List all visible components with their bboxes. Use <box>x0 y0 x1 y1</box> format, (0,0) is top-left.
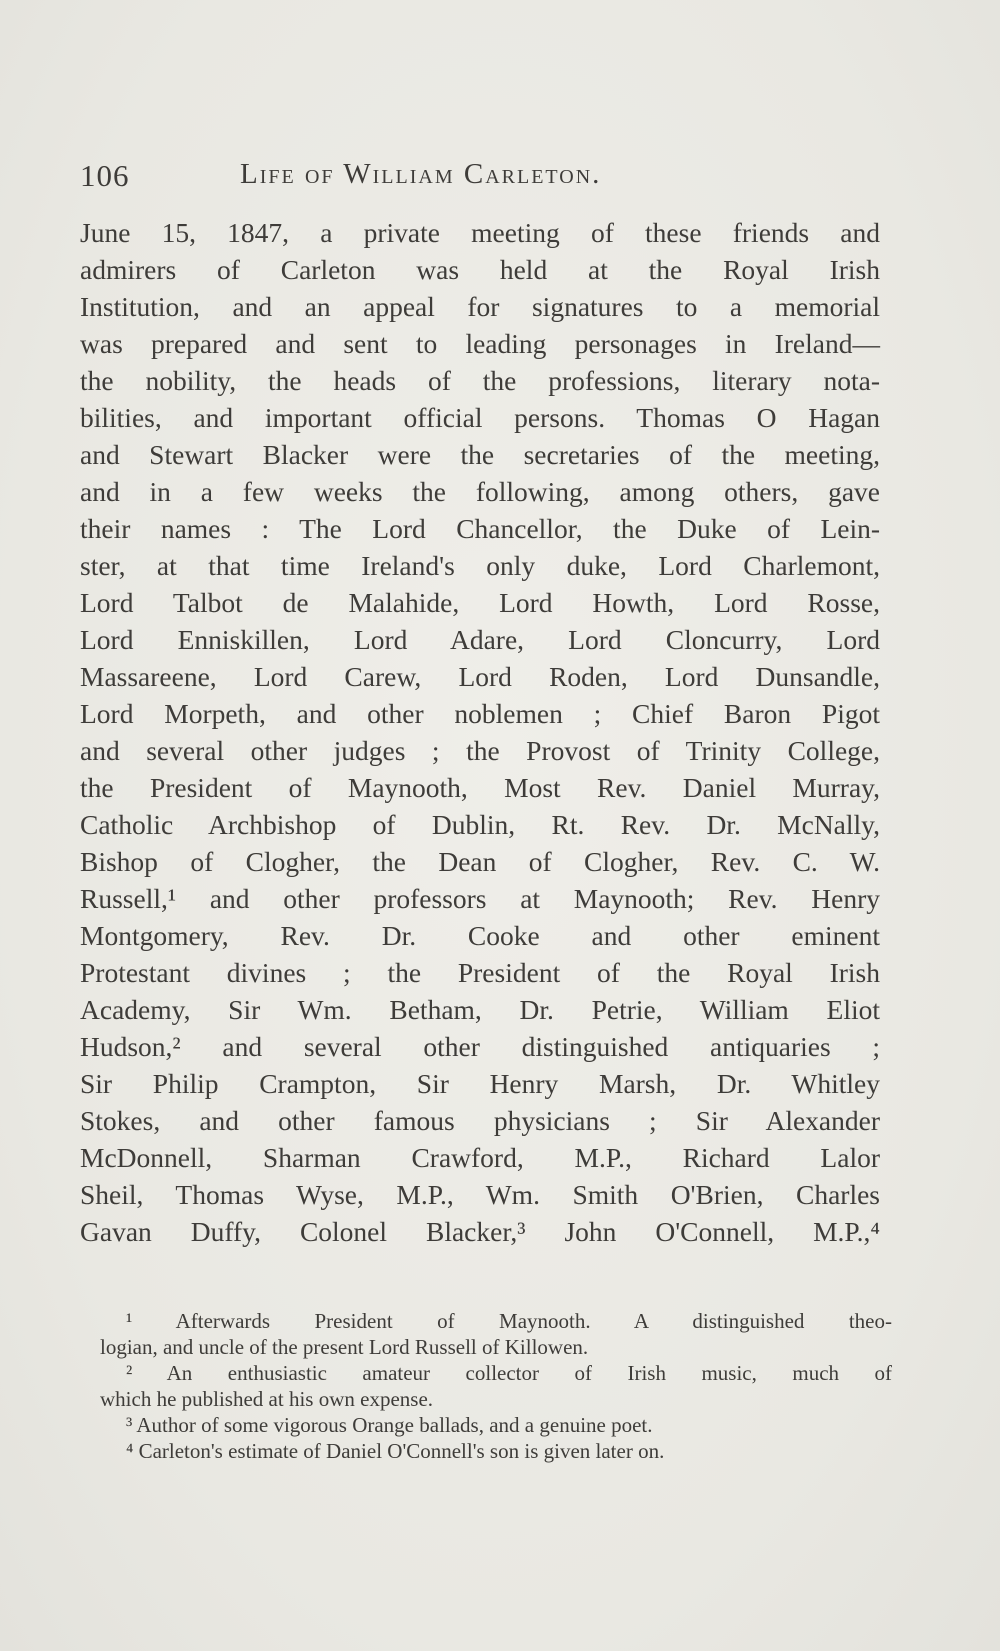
text-line: Lord Enniskillen, Lord Adare, Lord Cloncurry, Lord <box>80 624 880 655</box>
text-line: Lord Morpeth, and other noblemen ; Chief Baron Pigot <box>80 698 880 729</box>
text-line: Sheil, Thomas Wyse, M.P., Wm. Smith O'Brien, Charles <box>80 1179 880 1210</box>
text-line: Montgomery, Rev. Dr. Cooke and other eminent <box>80 920 880 951</box>
text-line: June 15, 1847, a private meeting of these friends and <box>80 217 880 248</box>
text-line: Massareene, Lord Carew, Lord Roden, Lord Dunsandle, <box>80 661 880 692</box>
running-title: Life of William Carleton. <box>240 158 602 190</box>
footnote-1-continued: logian, and uncle of the present Lord Russell of Killowen. <box>100 1335 589 1359</box>
text-line: bilities, and important official persons. Thomas O Hagan <box>80 402 880 433</box>
text-line: and Stewart Blacker were the secretaries of the meeting, <box>80 439 880 470</box>
text-line: admirers of Carleton was held at the Royal Irish <box>80 254 880 285</box>
text-line: Russell,¹ and other professors at Maynooth; Rev. Henry <box>80 883 880 914</box>
text-line: and several other judges ; the Provost of Trinity College, <box>80 735 880 766</box>
text-line: Sir Philip Crampton, Sir Henry Marsh, Dr. Whitley <box>80 1068 880 1099</box>
page-number: 106 <box>80 158 130 193</box>
text-line: was prepared and sent to leading personages in Ireland— <box>80 328 880 359</box>
text-line: McDonnell, Sharman Crawford, M.P., Richard Lalor <box>80 1142 880 1173</box>
text-line: ster, at that time Ireland's only duke, Lord Charlemont, <box>80 550 880 581</box>
footnote-3: ³ Author of some vigorous Orange ballads, and a genuine poet. <box>126 1413 653 1437</box>
footnotes <box>100 1308 892 1464</box>
text-line: and in a few weeks the following, among others, gave <box>80 476 880 507</box>
text-line: Hudson,² and several other distinguished antiquaries ; <box>80 1031 880 1062</box>
footnote-4: ⁴ Carleton's estimate of Daniel O'Connell's son is given later on. <box>126 1439 665 1463</box>
text-line: Gavan Duffy, Colonel Blacker,³ John O'Connell, M.P.,⁴ <box>80 1216 880 1247</box>
text-line: Stokes, and other famous physicians ; Sir Alexander <box>80 1105 880 1136</box>
footnote-2-continued: which he published at his own expense. <box>100 1387 434 1411</box>
text-line: Academy, Sir Wm. Betham, Dr. Petrie, William Eliot <box>80 994 880 1025</box>
text-line: Institution, and an appeal for signatures to a memorial <box>80 291 880 322</box>
footnote-1: ¹ Afterwards President of Maynooth. A distinguished theo- <box>126 1309 892 1333</box>
text-line: the nobility, the heads of the professions, literary nota- <box>80 365 880 396</box>
text-line: their names : The Lord Chancellor, the Duke of Lein- <box>80 513 880 544</box>
text-line: Bishop of Clogher, the Dean of Clogher, Rev. C. W. <box>80 846 880 877</box>
main-text <box>80 214 880 1250</box>
text-line: the President of Maynooth, Most Rev. Daniel Murray, <box>80 772 880 803</box>
text-line: Catholic Archbishop of Dublin, Rt. Rev. Dr. McNally, <box>80 809 880 840</box>
footnote-2: ² An enthusiastic amateur collector of Irish music, much of <box>126 1361 892 1385</box>
page-header <box>80 152 880 202</box>
text-line: Protestant divines ; the President of the Royal Irish <box>80 957 880 988</box>
text-line: Lord Talbot de Malahide, Lord Howth, Lord Rosse, <box>80 587 880 618</box>
